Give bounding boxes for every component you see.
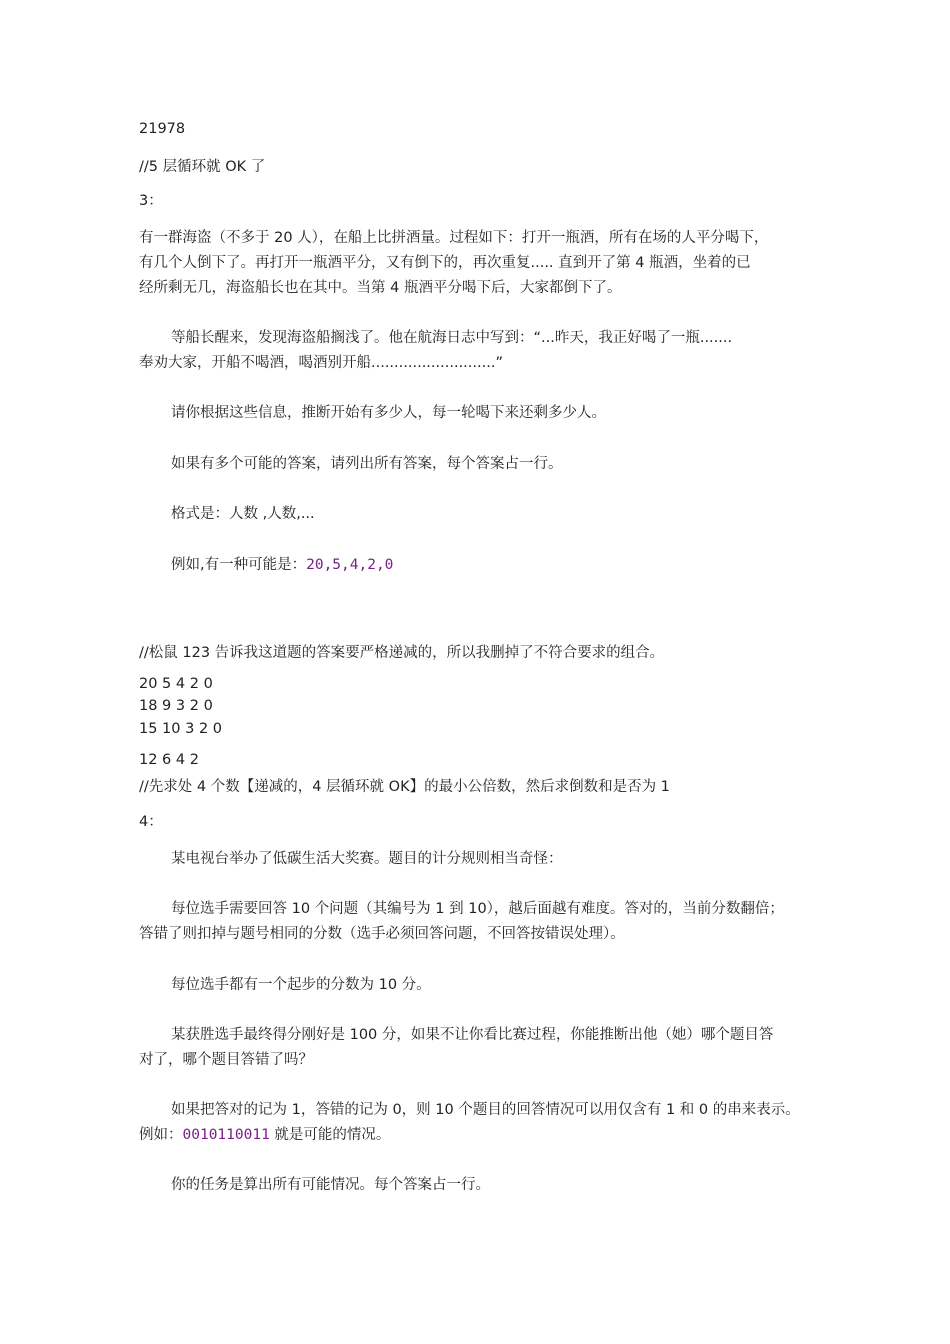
comment-lcm: //先求处 4 个数【递减的，4 层循环就 OK】的最小公倍数，然后求倒数和是否为 1: [139, 779, 670, 795]
example-suffix: 就是可能的情况。: [269, 1127, 391, 1143]
example-value: 0010110011: [182, 1127, 270, 1143]
answer-row: 12 6 4 2: [139, 752, 199, 768]
problem-answer-21978: 21978: [139, 121, 186, 137]
problem-3-format: 格式是：人数 ,人数,...: [171, 506, 315, 522]
problem-4-encoding-line-1: 如果把答对的记为 1，答错的记为 0，则 10 个题目的回答情况可以用仅含有 1 和 0 的串来表示。: [171, 1102, 800, 1118]
problem-3-example: [171, 555, 393, 575]
problem-3-multiple-answers: 如果有多个可能的答案，请列出所有答案，每个答案占一行。: [171, 456, 563, 472]
answer-row: 18 9 3 2 0: [139, 698, 213, 714]
problem-4-encoding-line-2: [139, 1125, 390, 1145]
problem-3-text-line-2: 有几个人倒下了。再打开一瓶酒平分，又有倒下的，再次重复..... 直到开了第 4 瓶酒，坐着的已: [139, 255, 751, 271]
problem-4-heading: 4：: [139, 814, 163, 830]
comment-strictly-decreasing: //松鼠 123 告诉我这道题的答案要严格递减的，所以我删掉了不符合要求的组合。: [139, 645, 665, 661]
problem-4-rules-line-1: 每位选手需要回答 10 个问题（其编号为 1 到 10），越后面越有难度。答对的，当前分数翻倍；: [171, 901, 784, 917]
problem-4-rules-line-2: 答错了则扣掉与题号相同的分数（选手必须回答问题，不回答按错误处理）。: [139, 926, 625, 942]
problem-3-text-line-3: 经所剩无几，海盗船长也在其中。当第 4 瓶酒平分喝下后，大家都倒下了。: [139, 280, 622, 296]
answer-row: 15 10 3 2 0: [139, 721, 223, 737]
problem-4-question-line-2: 对了，哪个题目答错了吗？: [139, 1052, 313, 1068]
example-prefix: 例如,有一种可能是：: [171, 557, 307, 573]
problem-3-log-line-2: 奉劝大家，开船不喝酒，喝酒别开船...........................”: [139, 355, 503, 371]
comment-five-loops: //5 层循环就 OK 了: [139, 159, 266, 175]
example-value: 20,5,4,2,0: [306, 557, 394, 573]
problem-3-text-line-1: 有一群海盗（不多于 20 人），在船上比拼酒量。过程如下：打开一瓶酒，所有在场的人平分喝下，: [139, 230, 769, 246]
problem-3-question: 请你根据这些信息，推断开始有多少人，每一轮喝下来还剩多少人。: [171, 405, 606, 421]
problem-4-task: 你的任务是算出所有可能情况。每个答案占一行。: [171, 1177, 490, 1193]
problem-4-question-line-1: 某获胜选手最终得分刚好是 100 分，如果不让你看比赛过程，你能推断出他（她）哪个题目答: [171, 1027, 774, 1043]
problem-4-intro: 某电视台举办了低碳生活大奖赛。题目的计分规则相当奇怪：: [171, 851, 563, 867]
problem-4-start-score: 每位选手都有一个起步的分数为 10 分。: [171, 977, 431, 993]
example-prefix: 例如：: [139, 1127, 183, 1143]
answer-row: 20 5 4 2 0: [139, 676, 213, 692]
problem-3-log-line-1: 等船长醒来，发现海盗船搁浅了。他在航海日志中写到：“...昨天，我正好喝了一瓶.......: [171, 330, 733, 346]
problem-3-heading: 3：: [139, 193, 163, 209]
